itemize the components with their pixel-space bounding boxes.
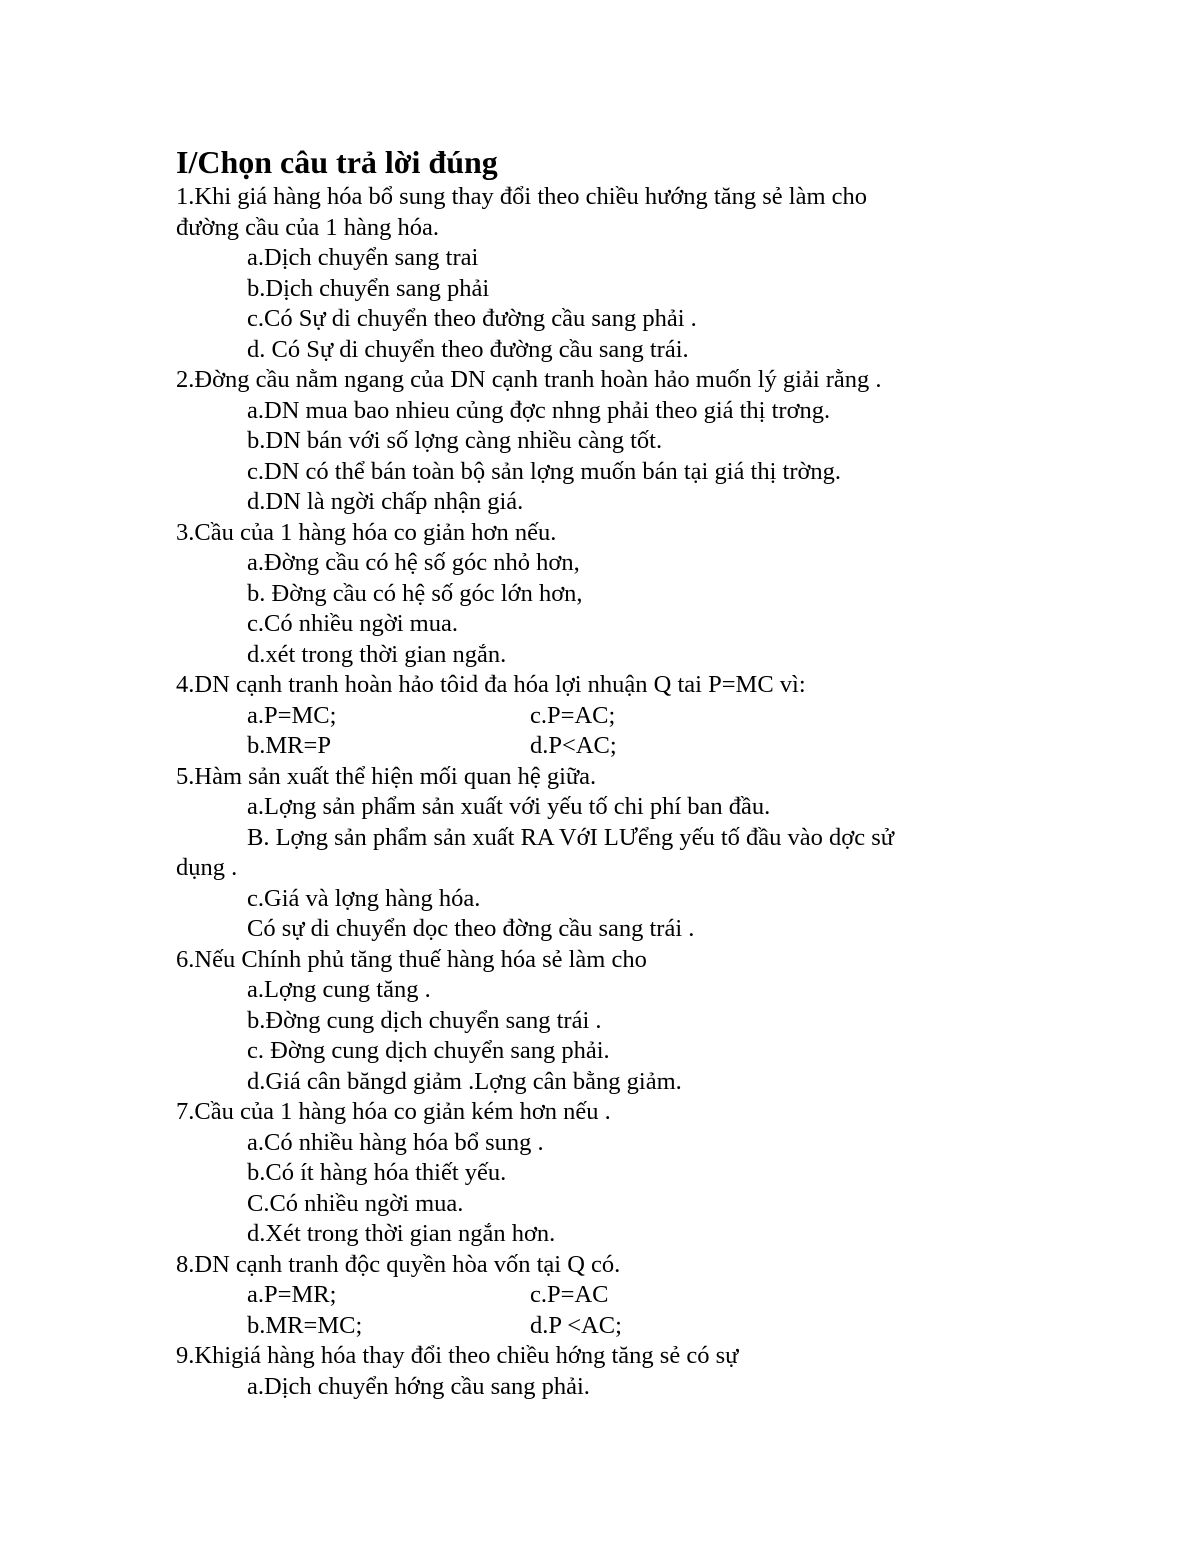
answer-option: a.Lợng cung tăng . [247, 976, 431, 1003]
question-text: 9.Khigiá hàng hóa thay đổi theo chiều hớng tăng sẻ có sự [176, 1342, 739, 1369]
answer-option: b.Dịch chuyển sang phải [247, 274, 490, 302]
question-text: 7.Cầu của 1 hàng hóa co giản kém hơn nếu . [176, 1098, 611, 1125]
section-title: I/Chọn câu trả lời đúng [176, 144, 498, 180]
question-text: 2.Đờng cầu nằm ngang của DN cạnh tranh hoàn hảo muốn lý giải rằng . [176, 366, 882, 393]
question-text: 3.Cầu của 1 hàng hóa co giản hơn nếu. [176, 518, 557, 546]
answer-option: d.Giá cân băngd giảm .Lợng cân bằng giảm. [247, 1067, 682, 1095]
question-text: 5.Hàm sản xuất thể hiện mối quan hệ giữa. [176, 762, 597, 790]
answer-option: B. Lợng sản phẩm sản xuất RA VớI LƯểng yếu tố đầu vào dợc sử [247, 823, 895, 851]
question-list [176, 182, 986, 1402]
answer-option: b.MR=P [247, 732, 331, 759]
question-text: 8.DN cạnh tranh độc quyền hòa vốn tại Q có. [176, 1250, 621, 1278]
answer-option: Có sự di chuyển dọc theo đờng cầu sang trái . [247, 915, 695, 942]
answer-option: c. Đờng cung dịch chuyển sang phải. [247, 1037, 610, 1064]
answer-option: a.P=MC; [247, 701, 337, 729]
answer-option: d.P <AC; [530, 1311, 622, 1339]
answer-option: a.P=MR; [247, 1281, 337, 1308]
answer-option: C.Có nhiều ngời mua. [247, 1189, 464, 1217]
answer-option: b.Có ít hàng hóa thiết yếu. [247, 1159, 507, 1186]
answer-option: a.Lợng sản phẩm sản xuất với yếu tố chi phí ban đầu. [247, 793, 771, 820]
answer-option: c.Có nhiều ngời mua. [247, 610, 458, 637]
answer-option: a.Có nhiều hàng hóa bổ sung . [247, 1128, 544, 1156]
answer-option: d.DN là ngời chấp nhận giá. [247, 488, 524, 515]
answer-option: a.Đờng cầu có hệ số góc nhỏ hơn, [247, 549, 580, 576]
answer-option: c.Giá và lợng hàng hóa. [247, 884, 481, 912]
answer-option: c.P=AC; [530, 701, 616, 729]
answer-option: d.Xét trong thời gian ngắn hơn. [247, 1220, 556, 1247]
answer-row-two-column [176, 731, 986, 762]
answer-option: a.DN mua bao nhieu củng đợc nhng phải theo giá thị trơng. [247, 396, 831, 424]
answer-row-two-column [176, 701, 986, 732]
answer-option: d.xét trong thời gian ngắn. [247, 640, 507, 668]
answer-option: a.Dịch chuyển hớng cầu sang phải. [247, 1372, 590, 1400]
question-text: dụng . [176, 854, 238, 881]
answer-option: b. Đờng cầu có hệ số góc lớn hơn, [247, 579, 583, 607]
question-text: 6.Nếu Chính phủ tăng thuế hàng hóa sẻ làm cho [176, 945, 647, 973]
answer-option: b.Đờng cung dịch chuyển sang trái . [247, 1006, 602, 1034]
answer-option: c.Có Sự di chuyển theo đường cầu sang phải . [247, 305, 697, 332]
answer-option: c.P=AC [530, 1281, 609, 1308]
answer-row-two-column [176, 1280, 986, 1311]
answer-option: a.Dịch chuyển sang trai [247, 244, 479, 271]
answer-option: d.P<AC; [530, 732, 617, 759]
answer-option: c.DN có thể bán toàn bộ sản lợng muốn bán tại giá thị trờng. [247, 457, 842, 485]
answer-option: b.DN bán với số lợng càng nhiều càng tốt. [247, 427, 663, 454]
answer-option: b.MR=MC; [247, 1311, 363, 1339]
question-text: đường cầu của 1 hàng hóa. [176, 213, 439, 241]
answer-option: d. Có Sự di chuyển theo đường cầu sang trái. [247, 335, 689, 363]
answer-row-two-column [176, 1311, 986, 1342]
question-text: 4.DN cạnh tranh hoàn hảo tôid đa hóa lợi nhuận Q tai P=MC vì: [176, 671, 806, 698]
question-text: 1.Khi giá hàng hóa bổ sung thay đổi theo chiều hướng tăng sẻ làm cho [176, 183, 868, 210]
